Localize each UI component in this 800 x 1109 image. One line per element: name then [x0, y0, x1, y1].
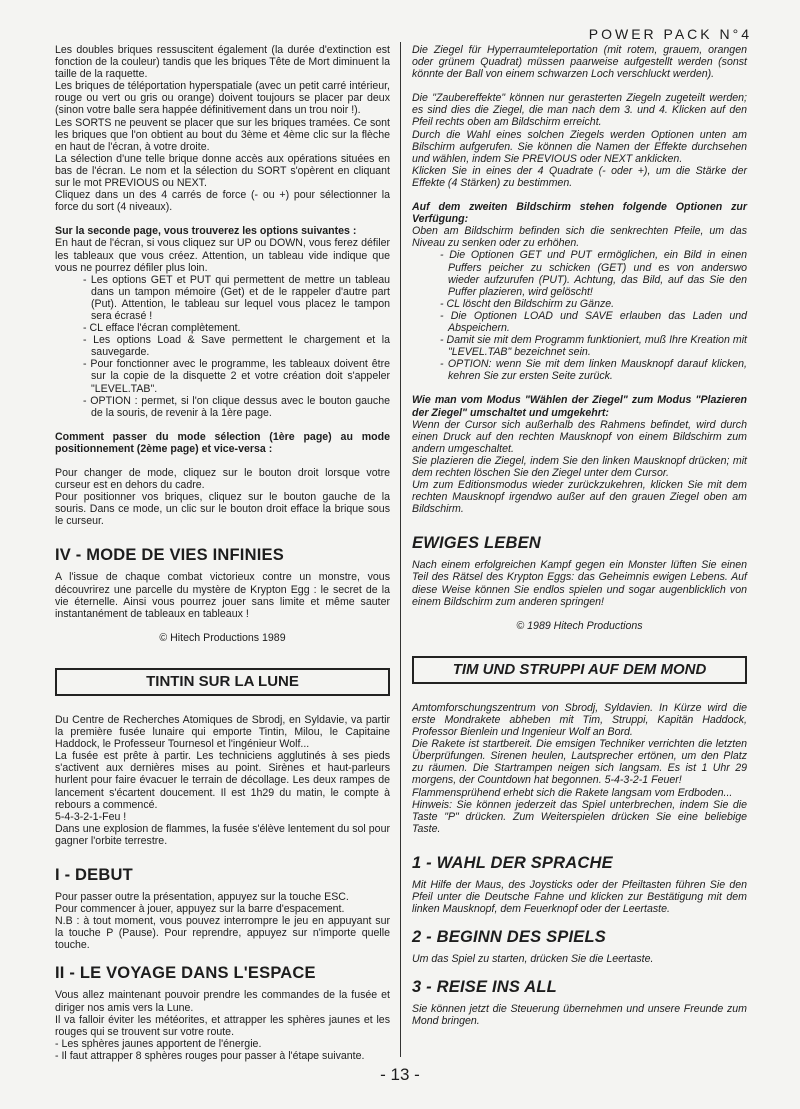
section-title-box: TIM UND STRUPPI AUF DEM MOND — [412, 656, 747, 684]
paragraph: Les briques de téléportation hyperspatiale (avec un petit carré intérieur, rouge ou vert ou gris ou orange) doivent toujours se placer par deux (sinon votre balle sera happée définitivement dans un trou noir !). — [55, 80, 390, 117]
section-heading: 2 - BEGINN DES SPIELS — [412, 928, 606, 947]
paragraph: Nach einem erfolgreichen Kampf gegen ein Monster lüften Sie einen Teil des Rätsel des Krypton Eggs: das Geheimnis ewigen Lebens. Auf diese Weise können Sie endlos spielen und sogar augenblicklich von einem Bildschirm zum anderen springen! — [412, 559, 747, 608]
paragraph: Les SORTS ne peuvent se placer que sur les briques tramées. Ce sont les briques que l'on obtient au bout du 3ème et 4ème clic sur la flèche en haut de l'écran, à votre droite. — [55, 116, 390, 153]
list-item: - OPTION: wenn Sie mit dem linken Mausknopf darauf klicken, kehren Sie zur ersten Seite zurück. — [440, 358, 747, 383]
section-heading: I - DEBUT — [55, 865, 133, 884]
list-item: - CL löscht den Bildschirm zu Gänze. — [440, 297, 615, 310]
page-number: - 13 - — [380, 1065, 420, 1084]
paragraph: A l'issue de chaque combat victorieux contre un monstre, vous découvrirez une parcelle du mystère de Krypton Egg : le secret de la vie éternelle. Ainsi vous pourrez jouer sans limite et même sauter instantanément de tableaux en tableaux ! — [55, 571, 390, 620]
paragraph: La fusée est prête à partir. Les techniciens agglutinés à ses pieds s'activent aux dernières mises au point. Sirènes et haut-parleurs hurlent pour faire évacuer le terrain de décollage. Les deux rampes de lancement s'écartent doucement. Il est 1h29 du matin, le compte à rebours a commencé. — [55, 750, 390, 811]
paragraph: La sélection d'une telle brique donne accès aux opérations situées en bas de l'écran. Le nom et la sélection du SORT s'opèrent en cliquant sur le mot PREVIOUS ou NEXT. — [55, 152, 390, 190]
section-title-box: TINTIN SUR LA LUNE — [55, 668, 390, 696]
copyright: © 1989 Hitech Productions — [516, 619, 643, 632]
paragraph: Die "Zaubereffekte" können nur gerasterten Ziegeln zugeteilt werden; es sind dies die Ziegel, die man nach dem 3. und 4. Klicken auf den Pfeil rechts oben am Bildschirm erreicht. — [412, 92, 747, 129]
copyright: © Hitech Productions 1989 — [159, 631, 286, 644]
subheading: Sur la seconde page, vous trouverez les options suivantes : — [55, 225, 357, 238]
list-item: - Die Optionen GET und PUT ermöglichen, ein Bild in einen Puffers peicher zu schicken (GET) und es von anderswo wieder aufzurufen (PUT). Achtung, das Bild, auf das Sie den Puffer plazieren, wird gelöscht! — [440, 249, 747, 298]
paragraph: En haut de l'écran, si vous cliquez sur UP ou DOWN, vous ferez défiler les tableaux que vous créez. Attention, un tableau vide indique que vous ne pourrez défiler plus loin. — [55, 237, 390, 274]
section-heading: II - LE VOYAGE DANS L'ESPACE — [55, 964, 316, 983]
paragraph: Die Rakete ist startbereit. Die emsigen Techniker verrichten die letzten Überprüfungen. Sirenen heulen, Lautsprecher ertönen, um den Platz zu räumen. Die Startrampen neigen sich langsam. Es ist 1 Uhr 29 morgens, der Countdown hat begonnen. 5-4-3-2-1 Feuer! — [412, 738, 747, 787]
section-heading: 1 - WAHL DER SPRACHE — [412, 853, 613, 872]
paragraph: Durch die Wahl eines solchen Ziegels werden Optionen unten am Bilschirm aufgerufen. Sie können die Namen der Effekte durchsehen und wählen, indem Sie PREVIOUS oder NEXT anklicken. — [412, 128, 747, 165]
list-item: - Pour fonctionner avec le programme, les tableaux doivent être sur la copie de la disquette 2 et votre création doit s'appeler "LEVEL.TAB". — [83, 358, 390, 395]
paragraph: Um zum Editionsmodus wieder zurückzukehren, klicken Sie mit dem rechten Mausknopf irgendwo außer auf den grauen Ziegel oben am Bildschirm. — [412, 479, 747, 516]
column-divider — [400, 42, 401, 1057]
subheading: Auf dem zweiten Bildschirm stehen folgende Optionen zur Verfügung: — [412, 201, 747, 226]
paragraph: Dans une explosion de flammes, la fusée s'élève lentement du sol pour gagner l'orbite terrestre. — [55, 822, 390, 847]
paragraph: Pour commencer à jouer, appuyez sur la barre d'espacement. — [55, 903, 345, 916]
paragraph: Oben am Bildschirm befinden sich die senkrechten Pfeile, um das Niveau zu senken oder zu erhöhen. — [412, 225, 747, 250]
paragraph: Mit Hilfe der Maus, des Joysticks oder der Pfeiltasten führen Sie den Pfeil unter die Deutsche Fahne und klicken zur Bestätigung mit dem linken Mausknopf, dem Feuerknopf oder der Leertaste. — [412, 878, 747, 916]
paragraph: Sie können jetzt die Steuerung übernehmen und unsere Freunde zum Mond bringen. — [412, 1003, 747, 1028]
paragraph: Um das Spiel zu starten, drücken Sie die Leertaste. — [412, 953, 654, 966]
section-heading: IV - MODE DE VIES INFINIES — [55, 546, 284, 565]
paragraph: Pour changer de mode, cliquez sur le bouton droit lorsque votre curseur est en dehors du cadre. — [55, 467, 390, 492]
subheading: Wie man vom Modus "Wählen der Ziegel" zum Modus "Plazieren der Ziegel" umschaltet und umgekehrt: — [412, 394, 747, 419]
paragraph: Wenn der Cursor sich außerhalb des Rahmens befindet, wird durch einen Druck auf den rechten Mausknopf von einem Bildschirm zum andern umgeschaltet. — [412, 418, 747, 455]
paragraph: Amtomforschungszentrum von Sbrodj, Syldavien. In Kürze wird die erste Mondrakete abheben mit Tim, Struppi, Kapitän Haddock, Professor Bienlein und Ingenieur Wolf an Bord. — [412, 701, 747, 739]
list-item: - Les options GET et PUT qui permettent de mettre un tableau dans un tampon mémoire (Get) et de le rappeler d'autre part (Put). Attention, le tableau sur lequel vous placez le tampon sera écrasé ! — [83, 273, 390, 322]
paragraph: Vous allez maintenant pouvoir prendre les commandes de la fusée et diriger nos amis vers la Lune. — [55, 989, 390, 1014]
section-heading: 3 - REISE INS ALL — [412, 978, 557, 997]
list-item: - Die Optionen LOAD und SAVE erlauben das Laden und Abspeichern. — [440, 309, 747, 334]
subheading: Comment passer du mode sélection (1ère page) au mode positionnement (2ème page) et vice-versa : — [55, 430, 390, 455]
section-heading: EWIGES LEBEN — [412, 534, 541, 553]
paragraph: Pour positionner vos briques, cliquez sur le bouton gauche de la souris. Dans ce mode, un clic sur le bouton droit efface la brique sous le curseur. — [55, 491, 390, 528]
paragraph: Pour passer outre la présentation, appuyez sur la touche ESC. — [55, 890, 349, 903]
paragraph: Cliquez dans un des 4 carrés de force (- ou +) pour sélectionner la force du sort (4 niveaux). — [55, 189, 390, 214]
paragraph: Die Ziegel für Hyperraumteleportation (mit rotem, grauem, orangen oder grünem Quadrat) müssen paarweise aufgestellt werden (sonst könnte der Ball von einem schwarzen Loch verschluckt werden). — [412, 44, 747, 81]
paragraph: 5-4-3-2-1-Feu ! — [55, 810, 127, 823]
list-item: - Damit sie mit dem Programm funktioniert, muß Ihre Kreation mit "LEVEL.TAB" bezeichnet sein. — [440, 334, 747, 359]
paragraph: - Il faut attrapper 8 sphères rouges pour passer à l'étape suivante. — [55, 1049, 365, 1062]
left-column — [55, 44, 390, 1062]
paragraph: - Les sphères jaunes apportent de l'énergie. — [55, 1037, 262, 1050]
paragraph: Sie plazieren die Ziegel, indem Sie den linken Mausknopf drücken; mit dem rechten löschen Sie den Ziegel unter dem Cursor. — [412, 454, 747, 479]
right-column — [412, 44, 747, 1027]
list-item: - CL efface l'écran complètement. — [83, 322, 241, 335]
list-item: - OPTION : permet, si l'on clique dessus avec le bouton gauche de la souris, de revenir à la 1ère page. — [83, 394, 390, 419]
paragraph: N.B : à tout moment, vous pouvez interrompre le jeu en appuyant sur la touche P (Pause). Pour reprendre, appuyez sur n'importe quelle touche. — [55, 915, 390, 952]
paragraph: Klicken Sie in eines der 4 Quadrate (- oder +), um die Stärke der Effekte (4 Stärken) zu bestimmen. — [412, 164, 747, 189]
page-header: POWER PACK N°4 — [588, 26, 752, 42]
paragraph: Hinweis: Sie können jederzeit das Spiel unterbrechen, indem Sie die Taste "P" drücken. Zum Weiterspielen drücken Sie eine beliebige Taste. — [412, 798, 747, 835]
paragraph: Les doubles briques ressuscitent également (la durée d'extinction est fonction de la couleur) tandis que les briques Tête de Mort diminuent la taille de la raquette. — [55, 44, 390, 81]
paragraph: Flammensprühend erhebt sich die Rakete langsam vom Erdboden... — [412, 786, 733, 799]
paragraph: Du Centre de Recherches Atomiques de Sbrodj, en Syldavie, va partir la première fusée lunaire qui emporte Tintin, Milou, le Capitaine Haddock, le Professeur Tournesol et l'ingénieur Wolf... — [55, 713, 390, 751]
paragraph: Il va falloir éviter les météorites, et attrapper les sphères jaunes et les rouges qui se trouvent sur votre route. — [55, 1013, 390, 1038]
list-item: - Les options Load & Save permettent le chargement et la sauvegarde. — [83, 334, 390, 359]
